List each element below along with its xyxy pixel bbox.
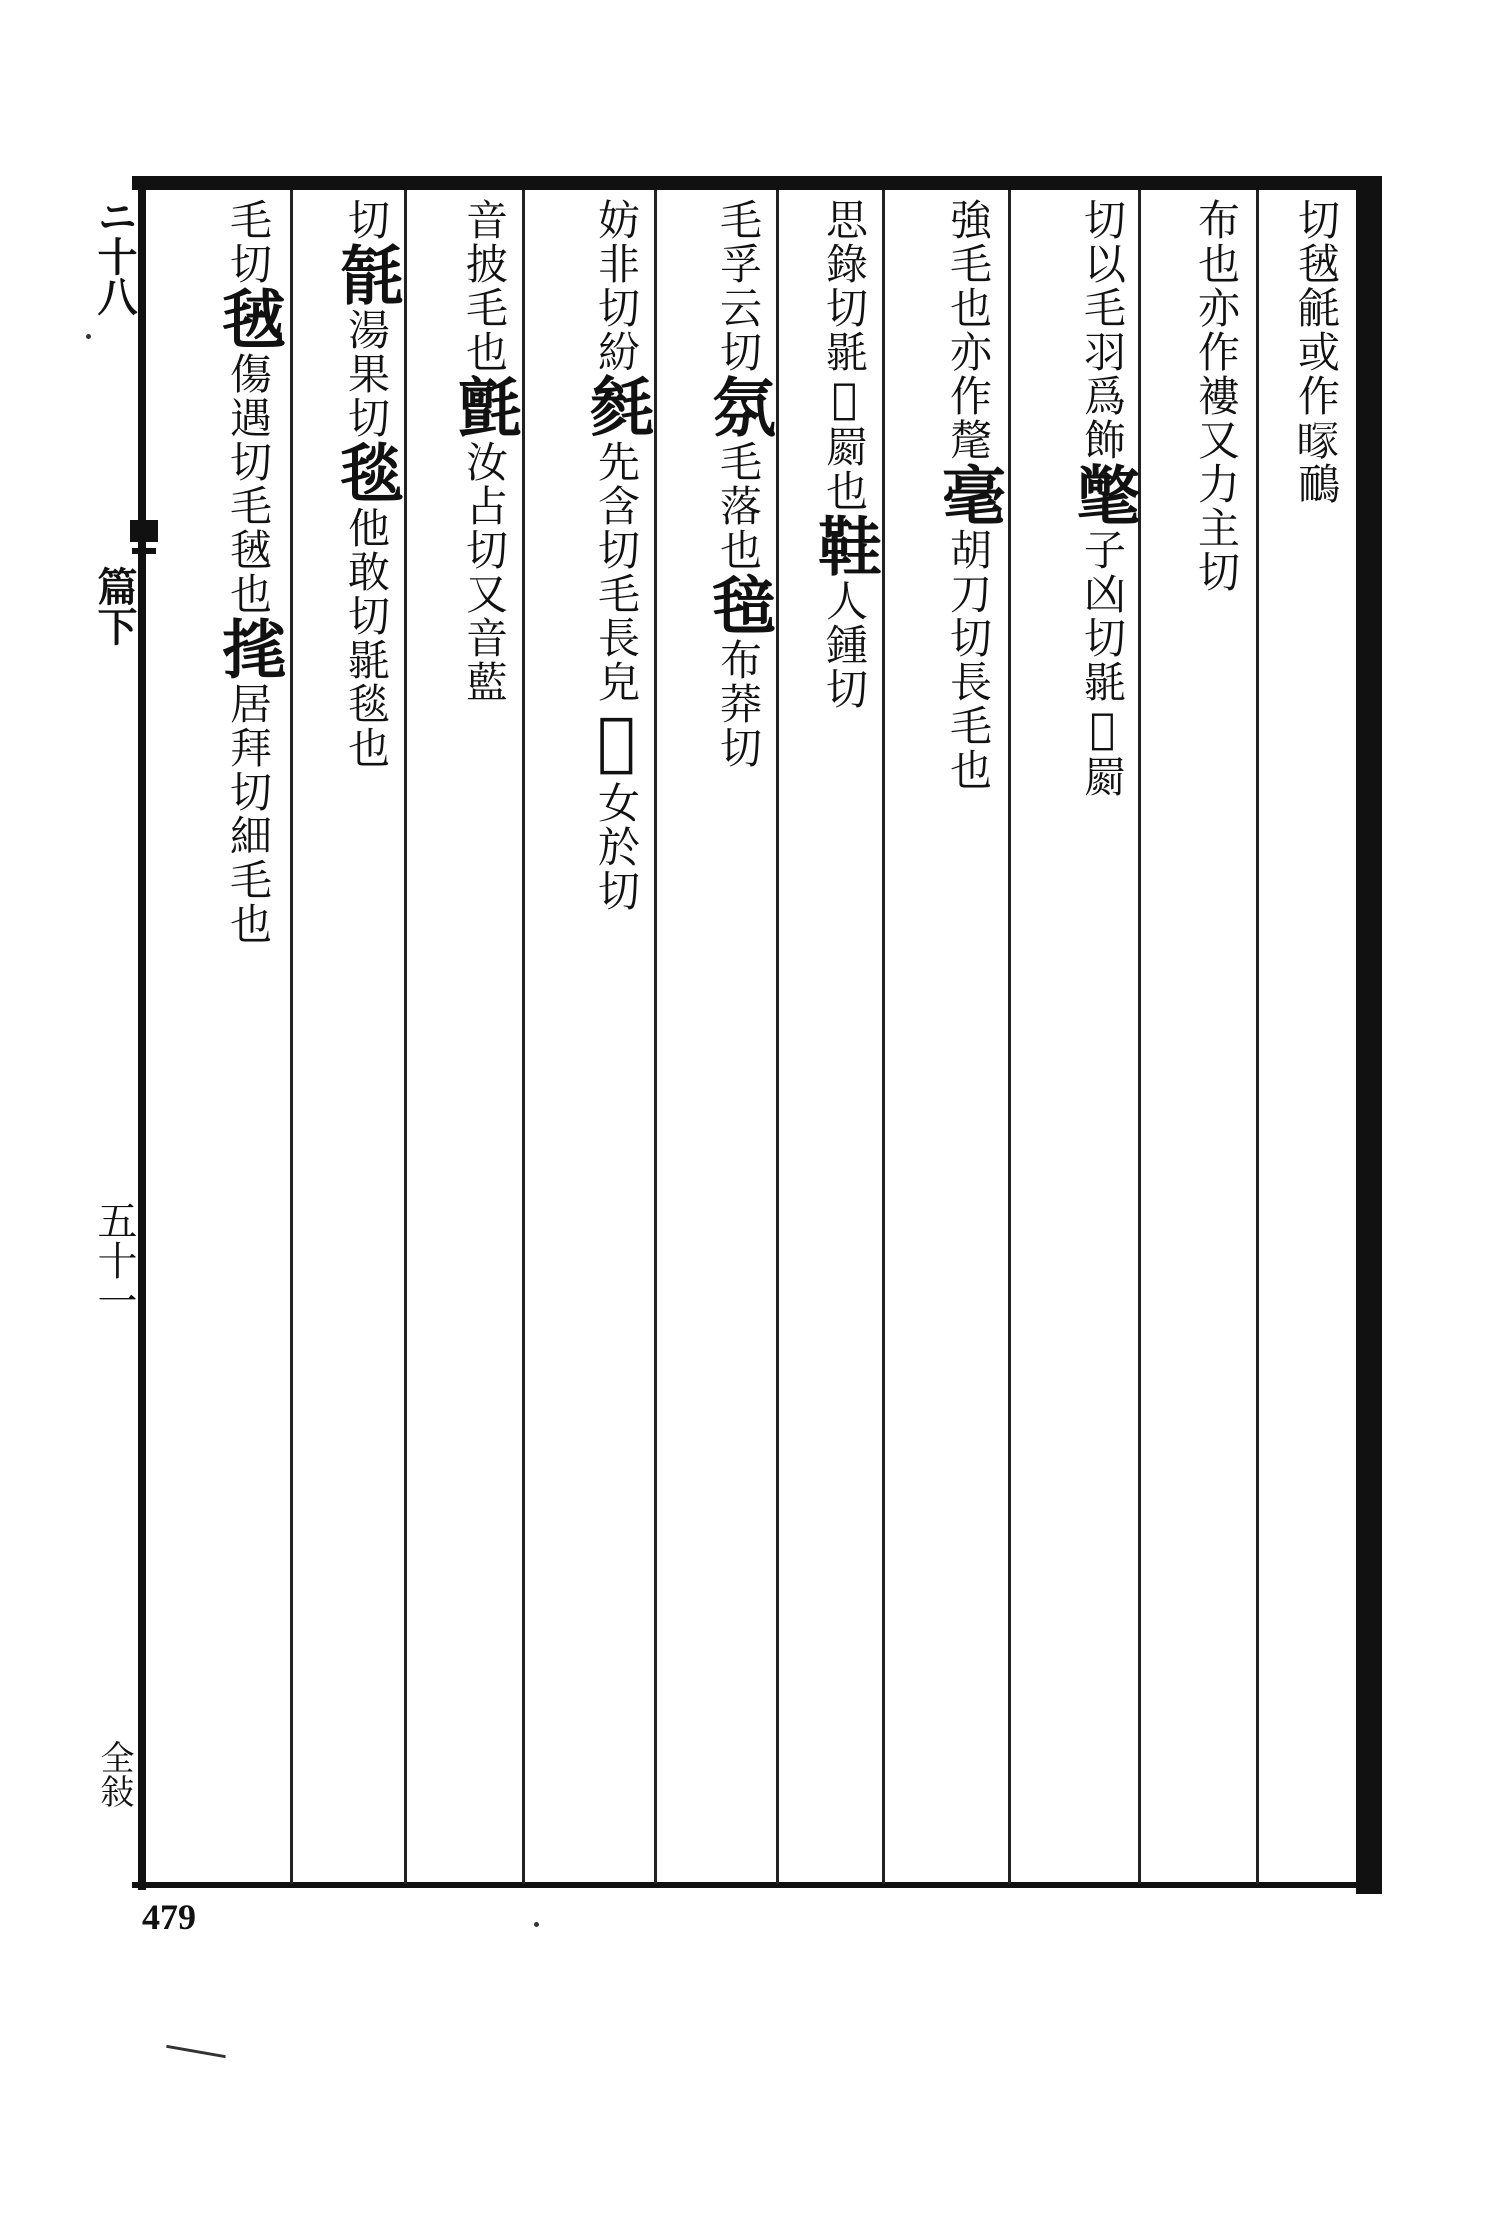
gloss-text: 女於切 bbox=[592, 781, 641, 913]
text-column bbox=[164, 198, 286, 1878]
column-rule bbox=[776, 190, 779, 1884]
gloss-text: 人鍾切 bbox=[820, 579, 869, 711]
headword: 毯 bbox=[329, 440, 404, 506]
gloss-text: 思錄切毾𣯂罽也 bbox=[820, 198, 869, 513]
text-column bbox=[660, 198, 776, 1878]
gloss-text: 汝占切又音藍 bbox=[460, 440, 509, 704]
frame-left-border bbox=[138, 176, 146, 1890]
gloss-text: 子凶切毾𣯂罽 bbox=[1078, 528, 1127, 799]
text-column bbox=[782, 198, 882, 1878]
headword: 毫 bbox=[931, 462, 1006, 528]
gloss-text: 先含切毛長皃 bbox=[592, 440, 641, 704]
gloss-text: 強毛也亦作氂 bbox=[944, 198, 993, 462]
text-column bbox=[296, 198, 404, 1878]
gloss-text: 毛切 bbox=[224, 198, 273, 286]
margin-bottom-mark: 全敍 bbox=[94, 1740, 134, 1808]
headword: 氈 bbox=[447, 374, 522, 440]
column-rule bbox=[882, 190, 885, 1884]
headword: 鞋 bbox=[807, 513, 882, 579]
text-column bbox=[888, 198, 1006, 1878]
headword: 氅 bbox=[1065, 462, 1140, 528]
headword: 毵 bbox=[579, 374, 654, 440]
gloss-text: 居拜切細毛也 bbox=[224, 682, 273, 946]
text-column bbox=[528, 198, 654, 1878]
gloss-text: 湯果切 bbox=[342, 308, 391, 440]
frame-bottom-border bbox=[132, 1882, 1380, 1888]
text-column bbox=[410, 198, 522, 1878]
gloss-text: 傷遇切毛毧也 bbox=[224, 352, 273, 616]
ink-dot bbox=[86, 334, 91, 339]
fish-tail-mark bbox=[132, 548, 156, 554]
gloss-text: 布也亦作褸又力主切 bbox=[1192, 198, 1241, 594]
gloss-text: 布莽切 bbox=[714, 638, 763, 770]
column-rule bbox=[522, 190, 525, 1884]
column-rule bbox=[1008, 190, 1011, 1884]
gloss-text: 音披毛也 bbox=[460, 198, 509, 374]
headword: 毧 bbox=[211, 286, 286, 352]
text-column bbox=[1144, 198, 1254, 1878]
frame-top-border bbox=[132, 176, 1380, 190]
headword: 毰 bbox=[701, 572, 776, 638]
gloss-text: 胡刀切長毛也 bbox=[944, 528, 993, 792]
margin-volume-mark: ニ十八 bbox=[91, 196, 138, 316]
gloss-text: 毛落也 bbox=[714, 440, 763, 572]
headword: 毮 bbox=[211, 616, 286, 682]
headword: 毻 bbox=[329, 242, 404, 308]
gloss-text: 切以毛羽爲飾 bbox=[1078, 198, 1127, 462]
gloss-text: 切 bbox=[342, 198, 391, 242]
ink-smudge bbox=[166, 2045, 226, 2058]
gloss-text: 妨非切紛 bbox=[592, 198, 641, 374]
column-rule bbox=[654, 190, 657, 1884]
headword: 氛 bbox=[701, 374, 776, 440]
margin-leaf-number: 五十一 bbox=[91, 1200, 137, 1320]
frame-right-border bbox=[1356, 176, 1382, 1894]
text-column bbox=[1014, 198, 1140, 1878]
margin-section-title: 篇下 bbox=[91, 566, 138, 646]
gloss-text: 毛孚云切 bbox=[714, 198, 763, 374]
column-rule bbox=[1256, 190, 1259, 1884]
column-rule bbox=[404, 190, 407, 1884]
gloss-text: 切毧毹或作𥉕鴯 bbox=[1292, 198, 1341, 506]
page-number: 479 bbox=[142, 1897, 196, 1937]
column-rule bbox=[290, 190, 293, 1884]
headword: 𣰰 bbox=[579, 704, 654, 781]
fish-tail-mark bbox=[130, 520, 158, 542]
gloss-text: 他敢切毾毯也 bbox=[342, 506, 391, 770]
ink-dot bbox=[534, 1922, 539, 1927]
text-column bbox=[1262, 198, 1354, 1878]
